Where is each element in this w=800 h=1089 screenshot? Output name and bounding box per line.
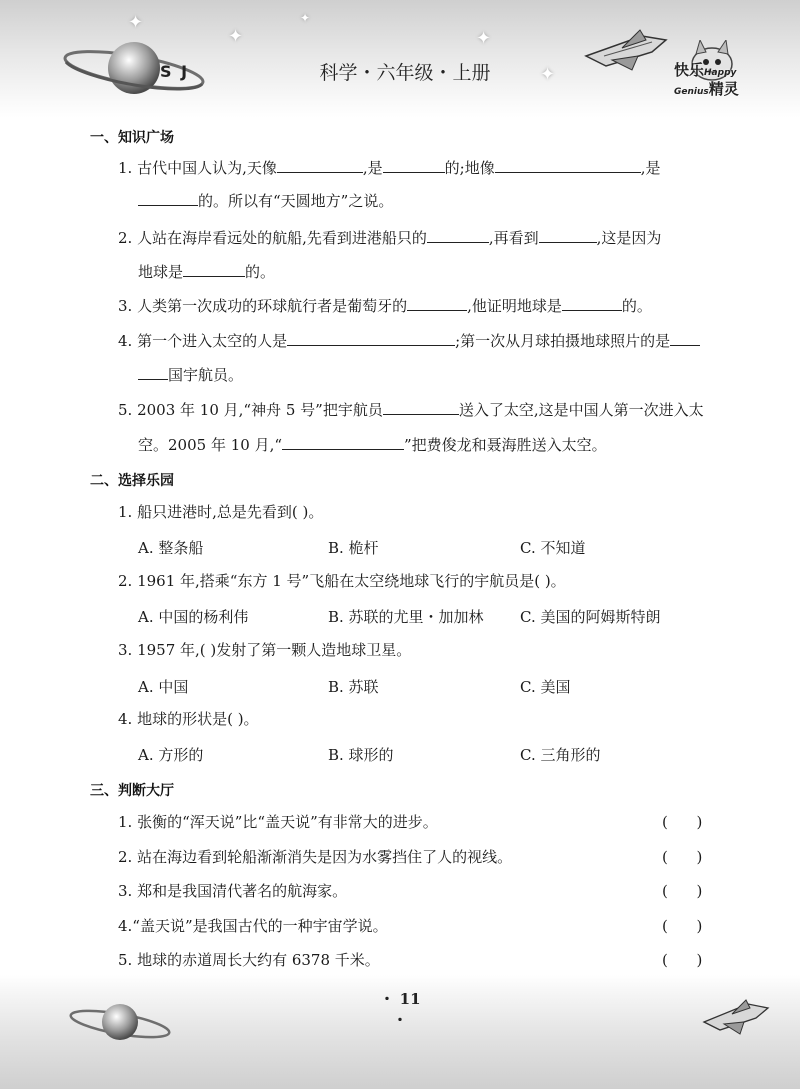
choice-option-b[interactable]: B. 苏联 xyxy=(328,678,379,696)
question-text: 国宇航员。 xyxy=(168,366,244,384)
question-text: ,这是因为 xyxy=(596,229,662,247)
section-heading-choice: 二、选择乐园 xyxy=(90,473,174,489)
judge-item-1: 1. 张衡的“浑天说”比“盖天说”有非常大的进步。 xyxy=(118,813,438,831)
brand-small2: Genius xyxy=(674,87,709,97)
judge-item-3: 3. 郑和是我国清代著名的航海家。 xyxy=(118,882,348,900)
question-text: 1. 古代中国人认为,天像 xyxy=(118,159,277,177)
question-text: ”把费俊龙和聂海胜送入太空。 xyxy=(404,436,607,454)
fill-question-1-line1 xyxy=(118,158,660,177)
answer-blank[interactable] xyxy=(427,228,489,243)
star-icon: ✦ xyxy=(300,11,311,25)
brand-small1: Happy xyxy=(704,68,737,78)
judge-item-5: 5. 地球的赤道周长大约有 6378 千米。 xyxy=(118,951,380,969)
choice-option-a[interactable]: A. 方形的 xyxy=(138,746,204,764)
choice-option-b[interactable]: B. 苏联的尤里・加加林 xyxy=(328,608,484,626)
choice-option-a[interactable]: A. 中国的杨利伟 xyxy=(138,608,249,626)
star-icon: ✦ xyxy=(128,12,144,33)
section-heading-knowledge: 一、知识广场 xyxy=(90,130,174,146)
question-text: 的。 xyxy=(621,297,652,315)
star-icon: ✦ xyxy=(476,28,492,49)
question-text: 3. 人类第一次成功的环球航行者是葡萄牙的 xyxy=(118,297,408,315)
answer-blank[interactable] xyxy=(495,158,641,173)
question-text: 地球是 xyxy=(138,263,184,281)
answer-blank[interactable] xyxy=(287,331,455,346)
choice-question-3: 3. 1957 年,( )发射了第一颗人造地球卫星。 xyxy=(118,641,412,659)
star-icon: ✦ xyxy=(540,64,556,85)
answer-blank[interactable] xyxy=(282,435,404,450)
choice-option-c[interactable]: C. 不知道 xyxy=(520,539,586,557)
answer-blank[interactable] xyxy=(407,296,467,311)
question-text: ,是 xyxy=(362,159,383,177)
answer-blank[interactable] xyxy=(183,262,245,277)
choice-question-1: 1. 船只进港时,总是先看到( )。 xyxy=(118,503,324,521)
judge-answer-box[interactable]: ( ) xyxy=(662,917,703,935)
space-shuttle-icon xyxy=(582,26,672,74)
answer-blank[interactable] xyxy=(277,158,363,173)
judge-item-4: 4.“盖天说”是我国古代的一种宇宙学说。 xyxy=(118,917,388,935)
question-text: 送入了太空,这是中国人第一次进入太 xyxy=(458,401,704,419)
answer-blank[interactable] xyxy=(138,365,168,380)
choice-question-2: 2. 1961 年,搭乘“东方 1 号”飞船在太空绕地球飞行的宇航员是( )。 xyxy=(118,572,566,590)
question-text: ,他证明地球是 xyxy=(467,297,562,315)
fill-question-2-line1 xyxy=(118,228,661,247)
fill-question-3 xyxy=(118,296,652,315)
question-text: ,再看到 xyxy=(488,229,539,247)
judge-item-2: 2. 站在海边看到轮船渐渐消失是因为水雾挡住了人的视线。 xyxy=(118,848,513,866)
fill-question-1-line2 xyxy=(138,191,393,210)
question-text: 的。 xyxy=(245,263,276,281)
page-number: ・ 11 ・ xyxy=(379,990,421,1029)
answer-blank[interactable] xyxy=(539,228,597,243)
brand-wordmark xyxy=(674,62,739,100)
answer-blank[interactable] xyxy=(383,158,445,173)
choice-option-b[interactable]: B. 桅杆 xyxy=(328,539,379,557)
document-title: 科学・六年级・上册 xyxy=(319,62,491,84)
fill-question-5-line1 xyxy=(118,400,704,419)
fill-question-4-line2 xyxy=(138,365,243,384)
judge-answer-box[interactable]: ( ) xyxy=(662,813,703,831)
choice-option-b[interactable]: B. 球形的 xyxy=(328,746,394,764)
brand-line2: 精灵 xyxy=(708,80,739,98)
question-text: 4. 第一个进入太空的人是 xyxy=(118,332,288,350)
choice-option-a[interactable]: A. 整条船 xyxy=(138,539,204,557)
section-heading-judgement: 三、判断大厅 xyxy=(90,783,174,799)
judge-answer-box[interactable]: ( ) xyxy=(662,882,703,900)
fill-question-2-line2 xyxy=(138,262,275,281)
question-text: 的;地像 xyxy=(444,159,495,177)
series-code: S J xyxy=(160,62,190,81)
question-text: 5. 2003 年 10 月,“神舟 5 号”把宇航员 xyxy=(118,401,383,419)
choice-option-a[interactable]: A. 中国 xyxy=(138,678,189,696)
planet-icon xyxy=(66,996,176,1048)
question-text: ;第一次从月球拍摄地球照片的是 xyxy=(455,332,671,350)
answer-blank[interactable] xyxy=(138,191,198,206)
choice-option-c[interactable]: C. 美国的阿姆斯特朗 xyxy=(520,608,661,626)
choice-option-c[interactable]: C. 美国 xyxy=(520,678,571,696)
question-text: 的。所以有“天圆地方”之说。 xyxy=(198,192,394,210)
question-text: ,是 xyxy=(640,159,661,177)
planet-icon xyxy=(62,32,212,104)
fill-question-5-line2 xyxy=(138,435,607,454)
brand-line1: 快乐 xyxy=(674,61,705,79)
judge-answer-box[interactable]: ( ) xyxy=(662,848,703,866)
space-shuttle-icon xyxy=(700,996,772,1036)
fill-question-4-line1 xyxy=(118,331,700,350)
choice-option-c[interactable]: C. 三角形的 xyxy=(520,746,601,764)
answer-blank[interactable] xyxy=(562,296,622,311)
question-text: 2. 人站在海岸看远处的航船,先看到进港船只的 xyxy=(118,229,427,247)
answer-blank[interactable] xyxy=(670,331,700,346)
choice-question-4: 4. 地球的形状是( )。 xyxy=(118,710,259,728)
star-icon: ✦ xyxy=(228,26,244,47)
question-text: 空。2005 年 10 月,“ xyxy=(138,436,283,454)
answer-blank[interactable] xyxy=(383,400,459,415)
judge-answer-box[interactable]: ( ) xyxy=(662,951,703,969)
